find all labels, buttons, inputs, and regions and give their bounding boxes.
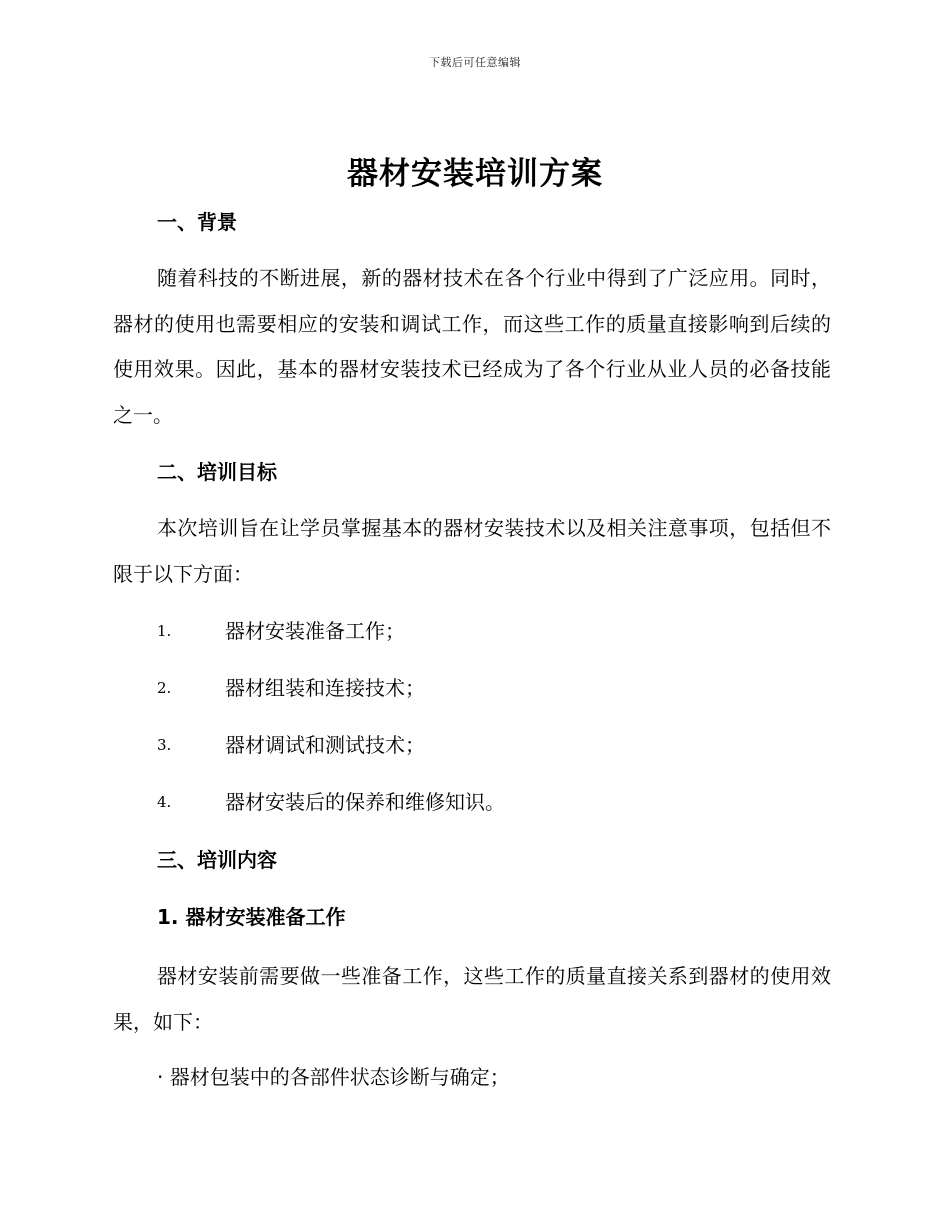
- preparation-paragraph: 器材安装前需要做一些准备工作，这些工作的质量直接关系到器材的使用效果，如下：: [113, 964, 831, 1034]
- list-item-number: 1.: [157, 622, 172, 640]
- list-item: [157, 788, 827, 816]
- section-heading-content: 三、培训内容: [157, 848, 277, 872]
- section-heading-background: 一、背景: [157, 210, 237, 234]
- background-paragraph: 随着科技的不断进展，新的器材技术在各个行业中得到了广泛应用。同时，器材的使用也需要相应的安装和调试工作，而这些工作的质量直接影响到后续的使用效果。因此，基本的器材安装技术已经成为了各个行业从业人员的必备技能之一。: [113, 266, 831, 427]
- list-item-text: 器材安装后的保养和维修知识。: [225, 790, 505, 814]
- list-item-number: 3.: [157, 736, 172, 754]
- list-item-text: 器材组装和连接技术；: [225, 676, 425, 700]
- header-note: 下载后可任意编辑: [429, 56, 521, 69]
- bullet-list-item: · 器材包装中的各部件状态诊断与确定；: [157, 1065, 510, 1089]
- list-item-number: 4.: [157, 793, 172, 811]
- list-item-text: 器材调试和测试技术；: [225, 733, 425, 757]
- document-title: 器材安装培训方案: [347, 156, 603, 192]
- list-item: [157, 731, 827, 759]
- list-item-number: 2.: [157, 679, 172, 697]
- goals-paragraph: 本次培训旨在让学员掌握基本的器材安装技术以及相关注意事项，包括但不限于以下方面：: [113, 516, 831, 586]
- section-heading-goals: 二、培训目标: [157, 460, 277, 484]
- list-item: [157, 617, 827, 645]
- list-item: [157, 674, 827, 702]
- list-item-text: 器材安装准备工作；: [225, 619, 405, 643]
- subsection-heading-preparation: 1. 器材安装准备工作: [157, 905, 346, 929]
